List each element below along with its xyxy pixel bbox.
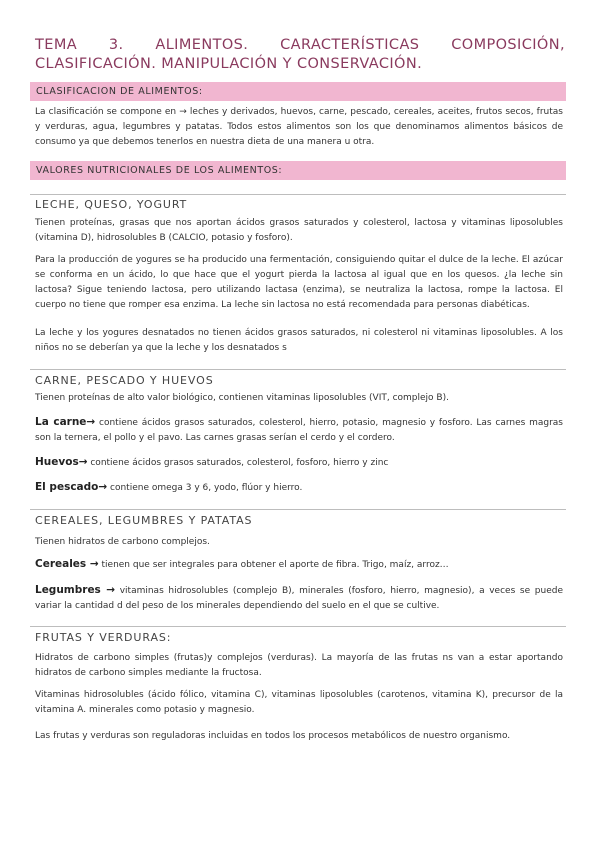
- frutas-paragraph-2: Vitaminas hidrosolubles (ácido fólico, vitamina C), vitaminas liposolubles (carotenos, vitamina K), precursor de la vitamina A. minerales como potasio y magnesio.: [35, 690, 563, 715]
- huevos-lead: Huevos→: [35, 456, 88, 468]
- legumbres-lead: Legumbres →: [35, 584, 116, 596]
- heading-carne: CARNE, PESCADO Y HUEVOS: [35, 374, 214, 387]
- divider: [30, 509, 566, 510]
- clasificacion-paragraph: La clasificación se compone en → leches y derivados, huevos, carne, pescado, cereales, aceites, frutos secos, frutas y verduras, agua, legumbres y patatas. Todos estos alimentos son los que denominamos alimentos básicos de consumo ya que debemos tenerlos en nuestra dieta de una manera u otra.: [35, 107, 563, 147]
- carne-text: contiene ácidos grasos saturados, colesterol, hierro, potasio, magnesio y fosforo. Las carnes magras son la ternera, el pollo y el pavo. Las carnes grasas serían el cerdo y el cordero.: [35, 418, 563, 443]
- huevos-item: [35, 455, 563, 471]
- divider: [30, 626, 566, 627]
- huevos-text: contiene ácidos grasos saturados, colesterol, fosforo, hierro y zinc: [87, 458, 389, 468]
- cereales-lead: Cereales →: [35, 558, 99, 570]
- legumbres-text: vitaminas hidrosolubles (complejo B), minerales (fosforo, hierro, magnesio), a veces se puede variar la cantidad d del peso de los minerales dependiendo del suelo en el que se cultive.: [35, 586, 563, 611]
- page-title: TEMA 3. ALIMENTOS. CARACTERÍSTICAS COMPOSICIÓN, CLASIFICACIÓN. MANIPULACIÓN Y CONSERVACIÓN.: [35, 37, 565, 72]
- leche-paragraph-1: Tienen proteínas, grasas que nos aportan ácidos grasos saturados y colesterol, lactosa y vitaminas liposolubles (vitamina D), hidrosolubles B (CALCIO, potasio y fosforo).: [35, 218, 563, 243]
- heading-cereales: CEREALES, LEGUMBRES Y PATATAS: [35, 514, 253, 527]
- divider: [30, 194, 566, 195]
- carne-item: [35, 415, 563, 446]
- legumbres-item: [35, 583, 563, 614]
- leche-paragraph-2: Para la producción de yogures se ha producido una fermentación, consiguiendo quitar el dulce de la leche. El azúcar se conforma en un ácido, lo que hace que el yogurt pierda la lactosa al igual que en los quesos. ¿la leche sin lactosa? Sigue teniendo lactosa, pero utilizando lactasa (enzima), se neutraliza la lactosa, rompe la lactosa. El cuerpo no tiene que romper esa enzima. La leche sin lactosa no está recomendada para personas diabéticas.: [35, 255, 563, 310]
- frutas-paragraph-3: Las frutas y verduras son reguladoras incluidas en todos los procesos metabólicos de nuestro organismo.: [35, 731, 511, 741]
- section-band-valores: VALORES NUTRICIONALES DE LOS ALIMENTOS:: [30, 161, 566, 180]
- cereales-text: tienen que ser integrales para obtener el aporte de fibra. Trigo, maíz, arroz…: [98, 560, 449, 570]
- pescado-lead: El pescado→: [35, 481, 108, 493]
- leche-paragraph-3: La leche y los yogures desnatados no tienen ácidos grasos saturados, ni colesterol ni vitaminas liposolubles. A los niños no se deberían ya que la leche y los desnatados s: [35, 328, 563, 353]
- divider: [30, 369, 566, 370]
- frutas-paragraph-1: Hidratos de carbono simples (frutas)y complejos (verduras). La mayoría de las frutas ns van a estar aportando hidratos de carbono simples mediante la fructosa.: [35, 653, 563, 678]
- section-band-clasificacion: CLASIFICACION DE ALIMENTOS:: [30, 82, 566, 101]
- heading-leche: LECHE, QUESO, YOGURT: [35, 198, 188, 211]
- pescado-text: contiene omega 3 y 6, yodo, flúor y hierro.: [107, 483, 303, 493]
- cereales-item: [35, 557, 563, 573]
- cereales-paragraph-1: Tienen hidratos de carbono complejos.: [35, 537, 210, 547]
- heading-frutas: FRUTAS Y VERDURAS:: [35, 631, 172, 644]
- carne-paragraph-1: Tienen proteínas de alto valor biológico, contienen vitaminas liposolubles (VIT, complejo B).: [35, 393, 449, 403]
- pescado-item: [35, 480, 563, 496]
- carne-lead: La carne→: [35, 416, 96, 428]
